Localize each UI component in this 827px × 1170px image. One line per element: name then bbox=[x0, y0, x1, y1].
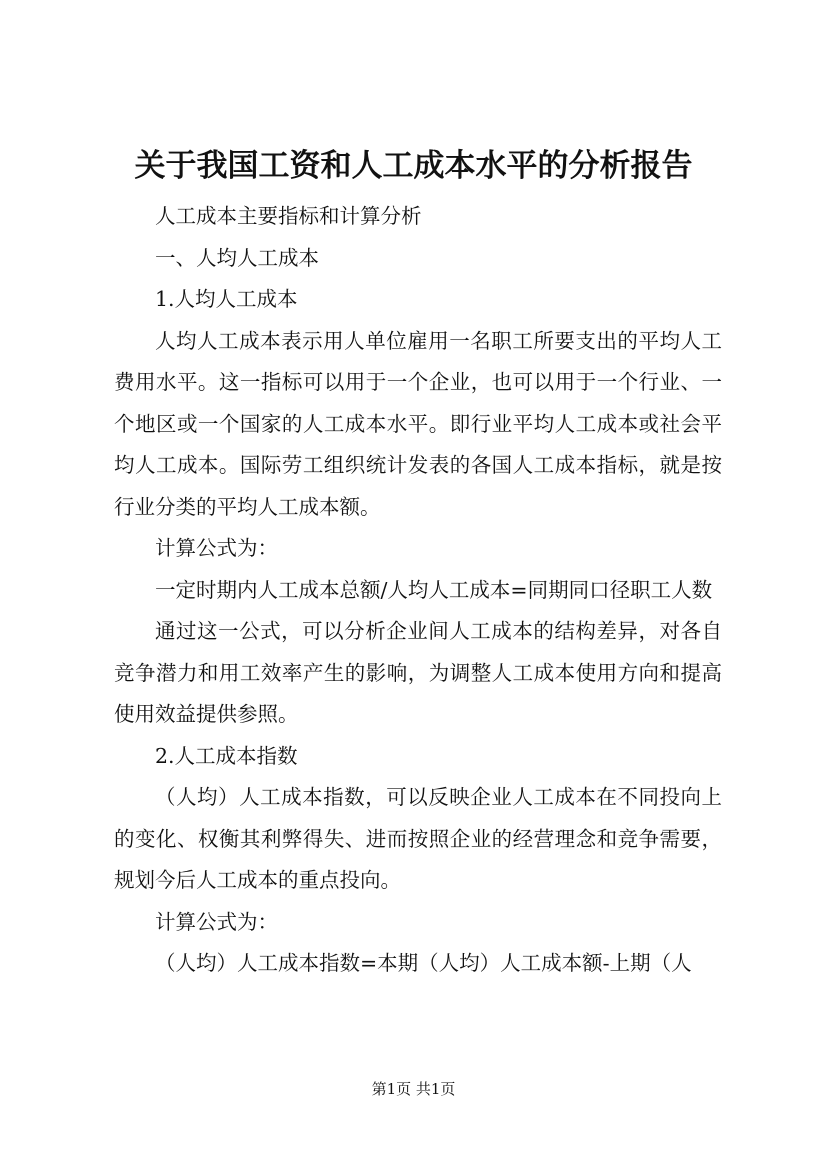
paragraph-section-one: 一、人均人工成本 bbox=[155, 245, 319, 270]
paragraph-formula-1: 一定时期内人工成本总额/人均人工成本=同期同口径职工人数 bbox=[155, 577, 713, 602]
page-footer: 第1页 共1页 bbox=[371, 1080, 456, 1098]
paragraph-formula-2: （人均）人工成本指数=本期（人均）人工成本额-上期（人 bbox=[155, 951, 692, 975]
paragraph-heading-main: 人工成本主要指标和计算分析 bbox=[155, 204, 422, 228]
document-body bbox=[114, 196, 722, 985]
paragraph-definition: 人均人工成本表示用人单位雇用一名职工所要支出的平均人工费用水平。这一指标可以用于一个企业，也可以用于一个行业、一个地区或一个国家的人工成本水平。即行业平均人工成本或社会平均人工成本。国际劳工组织统计发表的各国人工成本指标，就是按行业分类的平均人工成本额。 bbox=[114, 328, 722, 519]
paragraph-subsection-2: 2.人工成本指数 bbox=[155, 743, 298, 768]
paragraph-index-description: （人均）人工成本指数，可以反映企业人工成本在不同投向上的变化、权衡其利弊得失、进而按照企业的经营理念和竞争需要，规划今后人工成本的重点投向。 bbox=[114, 785, 722, 892]
document-title: 关于我国工资和人工成本水平的分析报告 bbox=[134, 148, 693, 184]
paragraph-analysis: 通过这一公式，可以分析企业间人工成本的结构差异，对各自竞争潜力和用工效率产生的影响，为调整人工成本使用方向和提高使用效益提供参照。 bbox=[114, 619, 722, 726]
paragraph-formula-label-2: 计算公式为： bbox=[155, 909, 278, 934]
paragraph-formula-label-1: 计算公式为： bbox=[155, 536, 278, 560]
paragraph-subsection-1: 1.人均人工成本 bbox=[155, 287, 298, 311]
